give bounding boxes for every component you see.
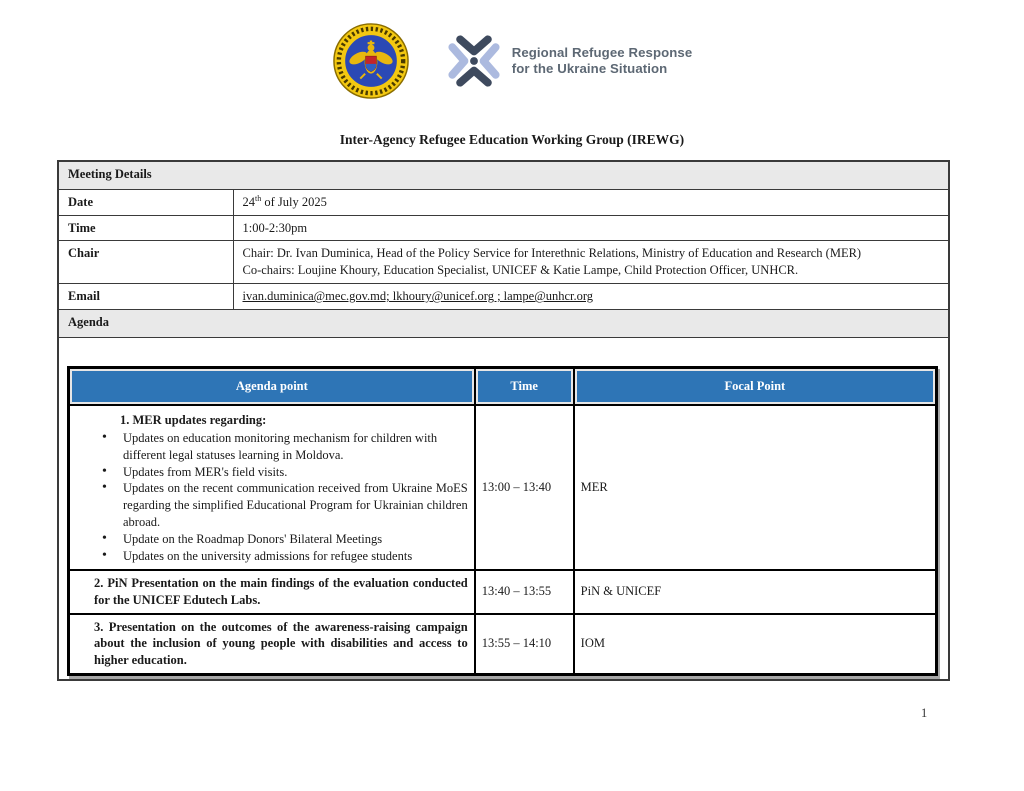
r4-logo-line2: for the Ukraine Situation bbox=[511, 61, 668, 76]
agenda-point-1 bbox=[69, 405, 475, 570]
date-row bbox=[58, 189, 949, 215]
agenda-section-header: Agenda bbox=[58, 310, 949, 338]
date-label: Date bbox=[58, 189, 233, 215]
agenda-time-3: 13:55 – 14:10 bbox=[475, 614, 574, 675]
document-title: Inter-Agency Refugee Education Working Group (IREWG) bbox=[339, 132, 685, 147]
r4-logo-line1: Regional Refugee Response bbox=[511, 44, 693, 60]
agenda-heading-3: 3. Presentation on the outcomes of the awareness-raising campaign about the inclusion of young people with disabilities and access to higher education. bbox=[94, 619, 468, 668]
header-logos bbox=[0, 0, 1024, 100]
ministry-seal-logo-icon bbox=[332, 22, 410, 100]
agenda-row-1 bbox=[69, 405, 937, 570]
chair-line2: Co-chairs: Loujine Khoury, Education Specialist, UNICEF & Katie Lampe, Child Protection Officer, UNHCR. bbox=[242, 263, 799, 278]
chair-label: Chair bbox=[58, 241, 233, 284]
agenda-header-row bbox=[69, 368, 937, 405]
agenda-col-focal-point: Focal Point bbox=[574, 368, 937, 405]
date-day: 24 bbox=[242, 194, 255, 209]
agenda-section-header-row bbox=[58, 310, 949, 338]
page-number: 1 bbox=[921, 706, 928, 720]
bullet-item: • Update on the Roadmap Donors' Bilateral Meetings bbox=[96, 531, 468, 548]
agenda-time-2: 13:40 – 13:55 bbox=[475, 570, 574, 614]
chair-line1: Chair: Dr. Ivan Duminica, Head of the Policy Service for Interethnic Relations, Ministry of Education and Research (MER) bbox=[242, 246, 862, 261]
agenda-focal-1: MER bbox=[574, 405, 937, 570]
meeting-details-header: Meeting Details bbox=[58, 161, 949, 189]
regional-refugee-response-logo bbox=[448, 35, 693, 87]
meeting-details-header-row bbox=[58, 161, 949, 189]
agenda-row-2 bbox=[69, 570, 937, 614]
agenda-col-agenda-point: Agenda point bbox=[69, 368, 475, 405]
date-rest: of July 2025 bbox=[261, 194, 327, 209]
agenda-row-3 bbox=[69, 614, 937, 675]
agenda-content-row bbox=[58, 338, 949, 681]
agenda-table-container bbox=[58, 338, 949, 681]
agenda-table bbox=[67, 366, 938, 676]
agenda-time-1: 13:00 – 13:40 bbox=[475, 405, 574, 570]
r4-x-mark-icon bbox=[448, 35, 500, 87]
r4-logo-text bbox=[512, 45, 693, 78]
agenda-bullet-list-1 bbox=[76, 430, 468, 565]
date-ordinal: th bbox=[255, 193, 262, 203]
email-links[interactable]: ivan.duminica@mec.gov.md; lkhoury@unicef.org ; lampe@unhcr.org bbox=[242, 289, 594, 304]
agenda-col-time: Time bbox=[475, 368, 574, 405]
agenda-heading-2: 2. PiN Presentation on the main findings of the evaluation conducted for the UNICEF Edutech Labs. bbox=[94, 575, 468, 607]
chair-row bbox=[58, 241, 949, 284]
time-label: Time bbox=[58, 215, 233, 241]
agenda-heading-1: 1. MER updates regarding: bbox=[120, 412, 267, 427]
agenda-focal-3: IOM bbox=[574, 614, 937, 675]
email-value-cell bbox=[233, 284, 949, 310]
bullet-item: • Updates from MER's field visits. bbox=[96, 464, 468, 481]
time-value: 1:00-2:30pm bbox=[233, 215, 949, 241]
agenda-point-2 bbox=[69, 570, 475, 614]
date-value bbox=[233, 189, 949, 215]
time-row bbox=[58, 215, 949, 241]
bullet-item: • Updates on education monitoring mechanism for children with different legal statuses learning in Moldova. bbox=[96, 430, 468, 464]
meeting-details-table bbox=[57, 160, 950, 681]
agenda-point-3 bbox=[69, 614, 475, 675]
bullet-item: • Updates on the university admissions for refugee students bbox=[96, 548, 468, 565]
bullet-item: • Updates on the recent communication received from Ukraine MoES regarding the simplified Educational Program for Ukrainian children abroad. bbox=[96, 480, 468, 531]
email-row bbox=[58, 284, 949, 310]
email-label: Email bbox=[58, 284, 233, 310]
chair-value bbox=[233, 241, 949, 284]
agenda-focal-2: PiN & UNICEF bbox=[574, 570, 937, 614]
